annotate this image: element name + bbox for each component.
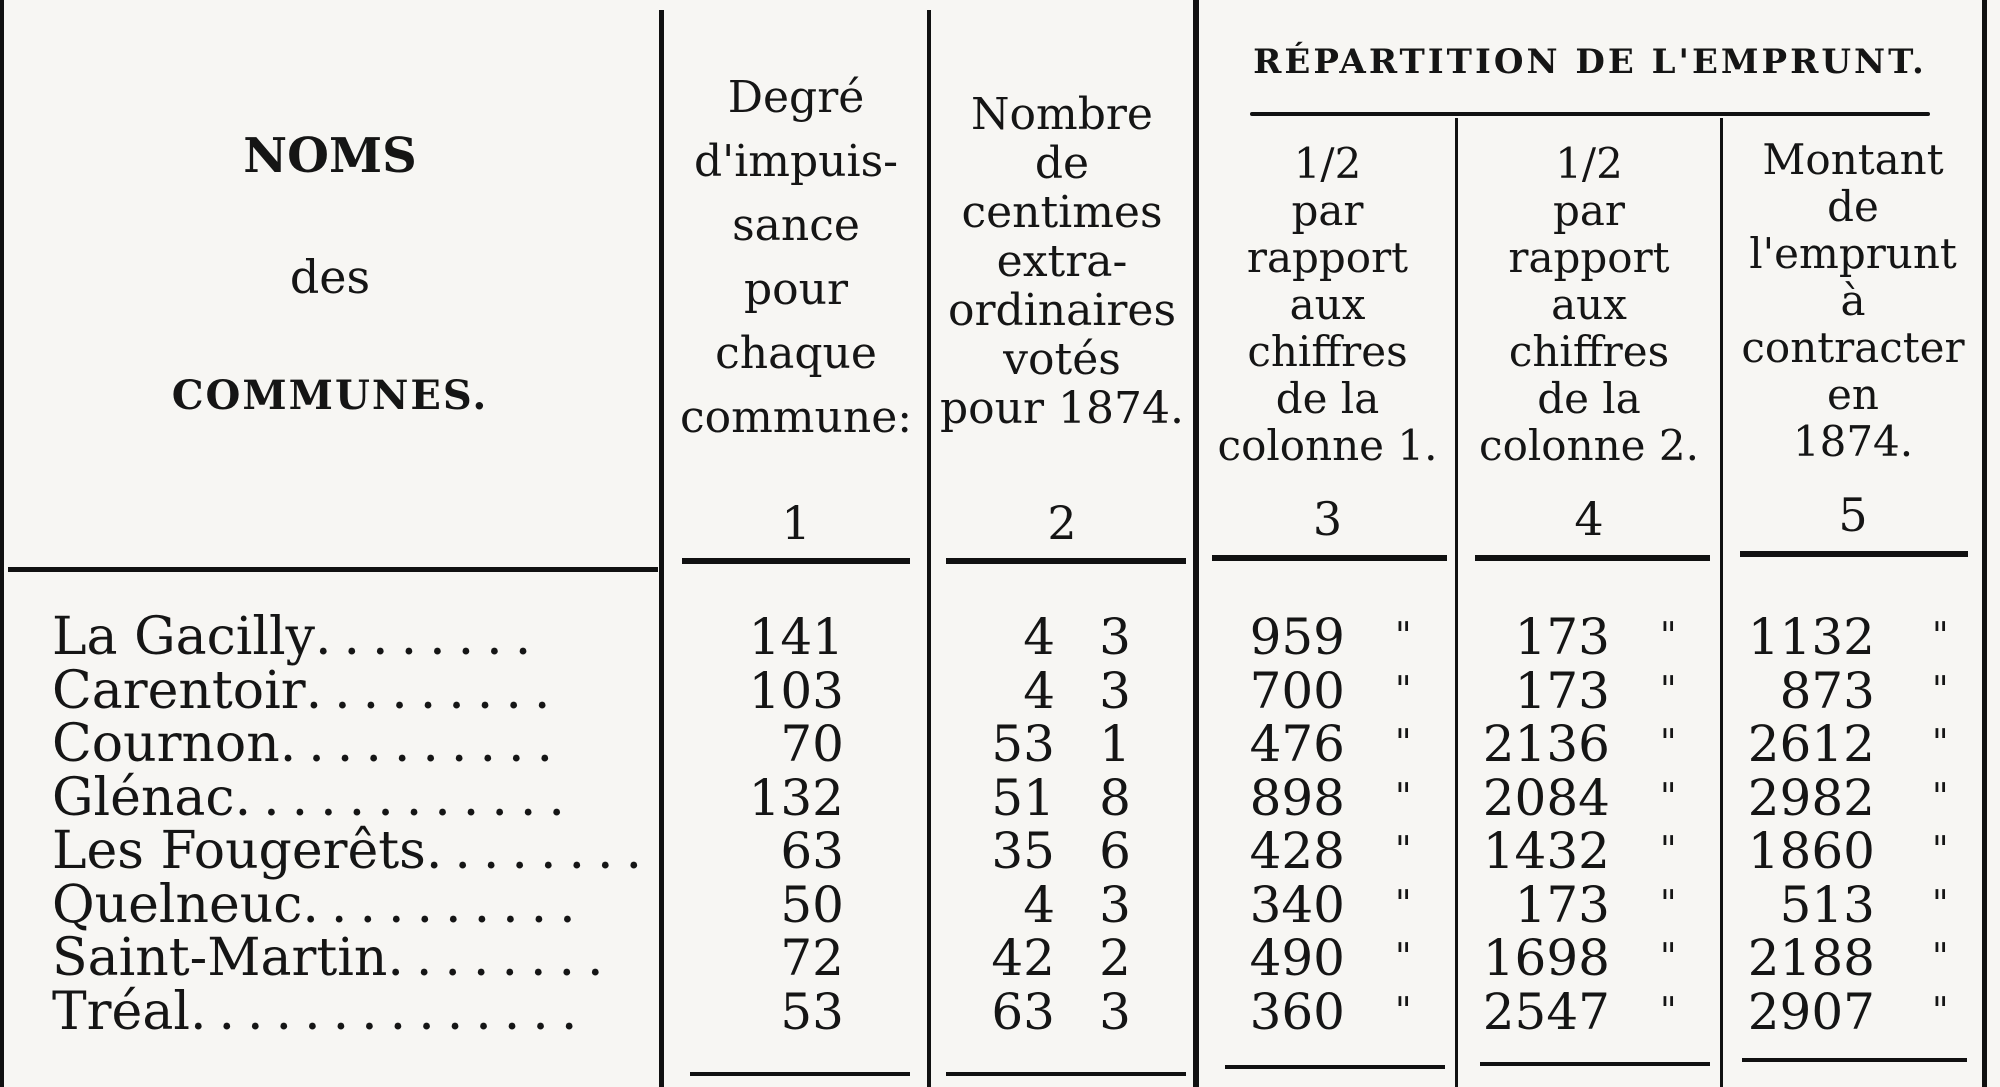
- loan-amount-value: 2612: [1747, 715, 1875, 773]
- col4-header-line-7: colonne 2.: [1479, 421, 1699, 470]
- ditto-mark: ": [1660, 616, 1677, 657]
- ditto-mark: ": [1660, 937, 1677, 978]
- centimes-fraction: 6: [1099, 822, 1131, 880]
- col5-header-line-6: en: [1827, 370, 1879, 419]
- col2-header-line-7: pour 1874.: [940, 383, 1184, 434]
- commune-name: [52, 768, 652, 828]
- centimes-fraction: 3: [1099, 876, 1131, 934]
- leader-dots: ..........: [279, 714, 566, 774]
- col5-header-line-2: de: [1827, 182, 1879, 231]
- ditto-mark: ": [1660, 884, 1677, 925]
- col2-header-line-1: Nombre: [971, 89, 1153, 140]
- centimes-fraction: 3: [1099, 983, 1131, 1041]
- centimes-value: 51: [991, 769, 1055, 827]
- half-col1-value: 360: [1249, 983, 1345, 1041]
- centimes-value: 4: [1023, 608, 1055, 666]
- centimes-value: 35: [991, 822, 1055, 880]
- col1-header-line-6: commune:: [679, 392, 913, 443]
- half-col2-value: 173: [1514, 662, 1610, 720]
- col2-header-line-2: de: [1034, 138, 1090, 189]
- half-col2-value: 2136: [1482, 715, 1610, 773]
- degree-value: 63: [780, 822, 844, 880]
- col3-header-line-2: par: [1291, 186, 1364, 235]
- commune-name-text: Cournon: [52, 714, 280, 774]
- commune-name: [52, 714, 652, 774]
- ditto-mark: ": [1932, 830, 1949, 871]
- col5-total-rule: [1742, 1058, 1967, 1062]
- ditto-mark: ": [1395, 723, 1412, 764]
- col4-header-line-4: aux: [1551, 280, 1627, 329]
- col5-header-line-4: à: [1840, 276, 1866, 325]
- col3-header: [1200, 140, 1455, 469]
- header-bottom-rule: [8, 567, 658, 572]
- commune-name: [52, 875, 652, 935]
- ditto-mark: ": [1395, 937, 1412, 978]
- col5-header-line-1: Montant: [1762, 135, 1944, 184]
- col5-header-line-3: l'emprunt: [1749, 229, 1957, 278]
- col5-header-line-7: 1874.: [1792, 417, 1914, 466]
- col5-header-line-5: contracter: [1741, 323, 1965, 372]
- half-col2-value: 1432: [1482, 822, 1610, 880]
- commune-name: [52, 821, 655, 881]
- ditto-mark: ": [1932, 670, 1949, 711]
- ditto-mark: ": [1395, 991, 1412, 1032]
- half-col2-value: 173: [1514, 608, 1610, 666]
- half-col1-value: 898: [1249, 769, 1345, 827]
- col2-header-line-3: centimes: [961, 187, 1163, 238]
- commune-name-text: Saint-Martin: [52, 928, 388, 988]
- col4-header: [1458, 140, 1720, 469]
- col4-header-line-2: par: [1552, 186, 1625, 235]
- ditto-mark: ": [1932, 991, 1949, 1032]
- col1-number-rule: [682, 558, 910, 564]
- commune-name-text: Quelneuc: [52, 875, 303, 935]
- col4-header-line-6: de la: [1537, 374, 1641, 423]
- loan-amount-value: 2188: [1747, 929, 1875, 987]
- col2-header-line-6: votés: [1003, 334, 1121, 385]
- degree-value: 103: [748, 662, 844, 720]
- commune-name-text: La Gacilly: [52, 607, 315, 667]
- names-header-line-2: des: [289, 250, 371, 304]
- col4-number-rule: [1475, 555, 1710, 561]
- col2-total-rule: [946, 1072, 1186, 1076]
- ditto-mark: ": [1932, 723, 1949, 764]
- half-col2-value: 1698: [1482, 929, 1610, 987]
- degree-value: 72: [780, 929, 844, 987]
- col3-header-line-1: 1/2: [1293, 139, 1362, 188]
- loan-amount-value: 2982: [1747, 769, 1875, 827]
- centimes-value: 4: [1023, 662, 1055, 720]
- leader-dots: ..............: [189, 982, 590, 1042]
- commune-name-text: Carentoir: [52, 661, 306, 721]
- leader-dots: ..........: [302, 875, 588, 935]
- col1-header: [668, 66, 924, 450]
- column-rule-3: [1193, 0, 1199, 1087]
- col3-header-line-7: colonne 1.: [1217, 421, 1438, 470]
- commune-name-text: Glénac: [52, 768, 235, 828]
- col4-header-line-5: chiffres: [1508, 327, 1670, 376]
- ditto-mark: ": [1395, 830, 1412, 871]
- repartition-underline: [1250, 112, 1930, 116]
- col4-header-line-3: rapport: [1508, 233, 1670, 282]
- leader-dots: ........: [315, 607, 544, 667]
- half-col1-value: 428: [1249, 822, 1345, 880]
- centimes-fraction: 2: [1099, 929, 1131, 987]
- ditto-mark: ": [1932, 777, 1949, 818]
- col2-header: [932, 90, 1192, 433]
- ditto-mark: ": [1932, 616, 1949, 657]
- half-col1-value: 490: [1249, 929, 1345, 987]
- half-col2-value: 2084: [1482, 769, 1610, 827]
- ditto-mark: ": [1395, 670, 1412, 711]
- ditto-mark: ": [1660, 830, 1677, 871]
- col1-header-line-1: Degré: [727, 72, 865, 123]
- degree-value: 70: [780, 715, 844, 773]
- ditto-mark: ": [1660, 670, 1677, 711]
- col3-header-line-6: de la: [1275, 374, 1380, 423]
- leader-dots: .........: [305, 661, 563, 721]
- col5-number-rule: [1740, 551, 1968, 557]
- ditto-mark: ": [1660, 991, 1677, 1032]
- col3-total-rule: [1225, 1065, 1445, 1069]
- col3-header-line-3: rapport: [1246, 233, 1409, 282]
- loan-amount-value: 2907: [1747, 983, 1875, 1041]
- half-col2-value: 2547: [1482, 983, 1610, 1041]
- half-col1-value: 700: [1249, 662, 1345, 720]
- col3-number-rule: [1212, 555, 1447, 561]
- column-rule-2: [927, 10, 931, 1087]
- centimes-value: 53: [991, 715, 1055, 773]
- leader-dots: ........: [387, 928, 616, 988]
- col5-number: 5: [1838, 488, 1868, 542]
- col1-total-rule: [690, 1072, 910, 1076]
- centimes-value: 42: [991, 929, 1055, 987]
- degree-value: 50: [780, 876, 844, 934]
- names-header-line-1: NOMS: [243, 128, 417, 184]
- commune-name-text: Les Fougerêts: [52, 821, 426, 881]
- col4-number: 4: [1574, 492, 1604, 546]
- leader-dots: ........: [425, 821, 655, 881]
- half-col1-value: 340: [1249, 876, 1345, 934]
- half-col1-value: 476: [1249, 715, 1345, 773]
- col4-header-line-1: 1/2: [1555, 139, 1623, 188]
- commune-name: [52, 661, 652, 721]
- ditto-mark: ": [1932, 884, 1949, 925]
- col3-number: 3: [1312, 492, 1343, 546]
- half-col1-value: 959: [1249, 608, 1345, 666]
- centimes-fraction: 3: [1099, 608, 1131, 666]
- col1-number: 1: [781, 496, 811, 550]
- centimes-fraction: 3: [1099, 662, 1131, 720]
- ditto-mark: ": [1395, 616, 1412, 657]
- ditto-mark: ": [1395, 777, 1412, 818]
- centimes-fraction: 8: [1099, 769, 1131, 827]
- leader-dots: ............: [234, 768, 577, 828]
- degree-value: 53: [780, 983, 844, 1041]
- col1-header-line-5: chaque: [715, 328, 877, 379]
- col2-header-line-5: ordinaires: [947, 285, 1177, 336]
- col5-header: [1723, 136, 1983, 465]
- loan-amount-value: 1860: [1747, 822, 1875, 880]
- loan-amount-value: 1132: [1747, 608, 1875, 666]
- col2-header-line-4: extra-: [996, 236, 1128, 287]
- commune-name-text: Tréal: [52, 982, 190, 1042]
- loan-amount-value: 513: [1779, 876, 1875, 934]
- col4-total-rule: [1480, 1062, 1710, 1066]
- commune-name: [52, 982, 652, 1042]
- centimes-value: 4: [1023, 876, 1055, 934]
- names-header-line-3: COMMUNES.: [171, 372, 489, 419]
- col3-header-line-4: aux: [1289, 280, 1366, 329]
- loan-amount-value: 873: [1779, 662, 1875, 720]
- centimes-fraction: 1: [1099, 715, 1131, 773]
- col1-header-line-4: pour: [743, 264, 849, 315]
- centimes-value: 63: [991, 983, 1055, 1041]
- col1-header-line-2: d'impuis-: [693, 136, 899, 187]
- col2-number: 2: [1047, 496, 1077, 550]
- col2-number-rule: [946, 558, 1186, 564]
- col3-header-line-5: chiffres: [1247, 327, 1408, 376]
- ditto-mark: ": [1660, 723, 1677, 764]
- col1-header-line-3: sance: [732, 200, 860, 251]
- half-col2-value: 173: [1514, 876, 1610, 934]
- names-header: [0, 130, 660, 418]
- repartition-title: RÉPARTITION DE L'EMPRUNT.: [1253, 42, 1927, 82]
- degree-value: 141: [748, 608, 844, 666]
- commune-name: [52, 928, 652, 988]
- ditto-mark: ": [1932, 937, 1949, 978]
- degree-value: 132: [748, 769, 844, 827]
- ditto-mark: ": [1660, 777, 1677, 818]
- commune-name: [52, 607, 652, 667]
- ditto-mark: ": [1395, 884, 1412, 925]
